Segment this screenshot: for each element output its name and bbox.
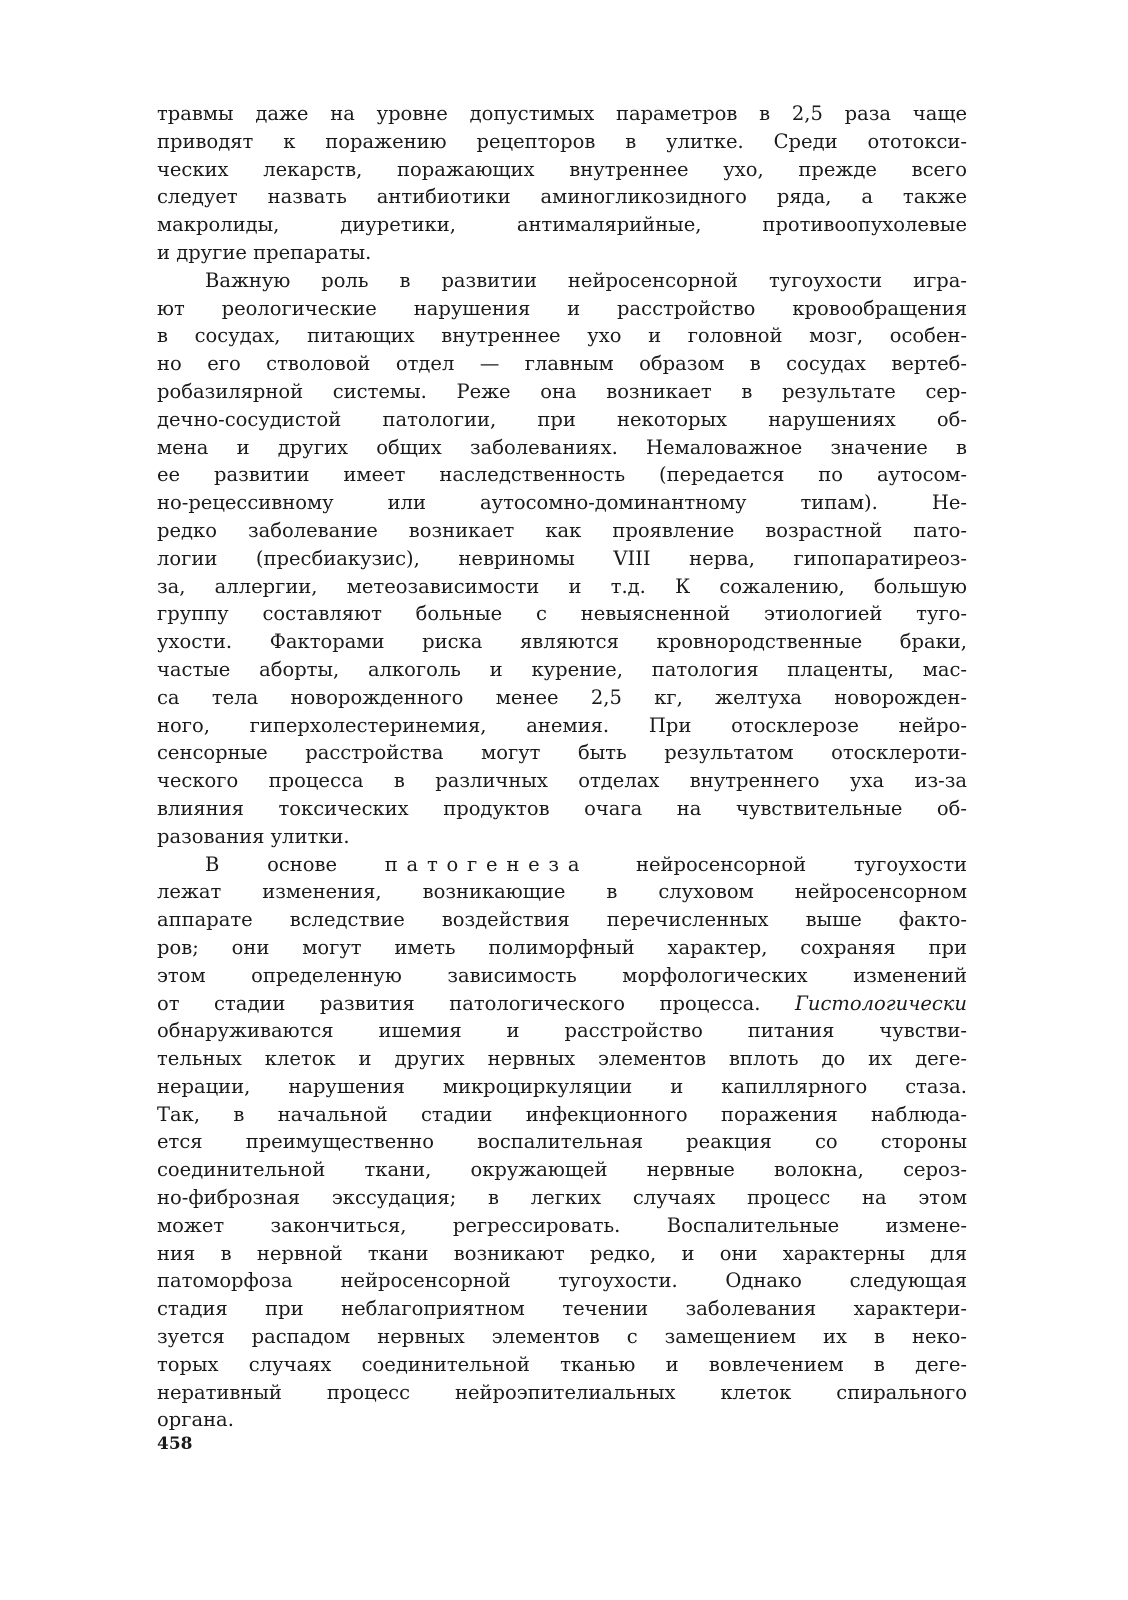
text-line: ют реологические нарушения и расстройство кровообращения [157,296,967,320]
text-line: ется преимущественно воспалительная реакция со стороны [157,1130,967,1154]
text-line: ров; они могут иметь полиморфный характер, сохраняя при [157,935,967,959]
text-line [157,990,967,1018]
text-line: стадия при неблагоприятном течении заболевания характери- [157,1297,967,1321]
text-line: группу составляют больные с невыясненной этиологией туго- [157,602,967,626]
paragraph-3 [157,851,967,1435]
text-line: приводят к поражению рецепторов в улитке. Среди ототокси- [157,129,967,153]
text-line: Так, в начальной стадии инфекционного поражения наблюда- [157,1102,967,1126]
text-line: ческого процесса в различных отделах внутреннего уха из-за [157,769,967,793]
text-line: торых случаях соединительной тканью и вовлечением в деге- [157,1352,967,1376]
paragraph-2 [157,267,967,851]
text-line: органа. [157,1408,234,1432]
text-line: за, аллергии, метеозависимости и т.д. К сожалению, большую [157,574,967,598]
text-line: разования улитки. [157,824,350,848]
text-line: этом определенную зависимость морфологических изменений [157,963,967,987]
text-line: робазилярной системы. Реже она возникает в результате сер- [157,379,967,403]
text-line: ее развитии имеет наследственность (передается по аутосом- [157,463,967,487]
text-fragment: нейросенсорной тугоухости [636,852,967,876]
text-line: патоморфоза нейросенсорной тугоухости. Однако следующая [157,1269,967,1293]
text-line: мена и других общих заболеваниях. Немаловажное значение в [157,435,967,459]
text-line: Важную роль в развитии нейросенсорной тугоухости игра- [205,268,967,292]
text-fragment: В основе [205,852,338,876]
text-line: са тела новорожденного менее 2,5 кг, желтуха новорожден- [157,685,967,709]
text-line: ного, гиперхолестеринемия, анемия. При отосклерозе нейро- [157,713,967,737]
spaced-term: патогенеза [384,852,589,876]
text-line: логии (пресбиакузис), невриномы VIII нерва, гипопаратиреоз- [157,546,967,570]
text-line: сенсорные расстройства могут быть результатом отосклероти- [157,741,967,765]
text-line: макролиды, диуретики, антималярийные, противоопухолевые [157,213,967,237]
text-line [157,851,967,879]
text-line: травмы даже на уровне допустимых параметров в 2,5 раза чаще [157,102,967,125]
text-line: частые аборты, алкоголь и курение, патология плаценты, мас- [157,657,967,681]
text-line: аппарате вследствие воздействия перечисленных выше факто- [157,908,967,932]
page-body [157,100,967,1434]
text-line: соединительной ткани, окружающей нервные волокна, сероз- [157,1158,967,1182]
text-line: неративный процесс нейроэпителиальных клеток спирального [157,1380,967,1404]
text-line: зуется распадом нервных элементов с замещением их в неко- [157,1325,967,1349]
text-line: и другие препараты. [157,240,372,264]
text-line: может закончиться, регрессировать. Воспалительные измене- [157,1213,967,1237]
text-line: влияния токсических продуктов очага на чувствительные об- [157,796,967,820]
text-line: редко заболевание возникает как проявление возрастной пато- [157,518,967,542]
text-line: но-рецессивному или аутосомно-доминантному типам). Не- [157,491,967,515]
text-line: дечно-сосудистой патологии, при некоторых нарушениях об- [157,407,967,431]
page-number: 458 [157,1434,193,1454]
text-line: но-фиброзная экссудация; в легких случаях процесс на этом [157,1186,967,1210]
text-line: лежат изменения, возникающие в слуховом нейросенсорном [157,880,967,904]
text-line: обнаруживаются ишемия и расстройство питания чувстви- [157,1019,967,1043]
text-line: но его стволовой отдел — главным образом в сосудах вертеб- [157,352,967,376]
text-line: ухости. Факторами риска являются кровнородственные браки, [157,630,967,654]
italic-term: Гистологически [795,991,967,1015]
text-line: ческих лекарств, поражающих внутреннее ухо, прежде всего [157,157,967,181]
paragraph-1 [157,100,967,267]
text-fragment: от стадии развития патологического процесса. [157,991,761,1015]
text-line: нерации, нарушения микроциркуляции и капиллярного стаза. [157,1074,967,1098]
text-line: в сосудах, питающих внутреннее ухо и головной мозг, особен- [157,324,967,348]
text-line: ния в нервной ткани возникают редко, и они характерны для [157,1241,967,1265]
text-line: следует назвать антибиотики аминогликозидного ряда, а также [157,185,967,209]
text-line: тельных клеток и других нервных элементов вплоть до их деге- [157,1047,967,1071]
